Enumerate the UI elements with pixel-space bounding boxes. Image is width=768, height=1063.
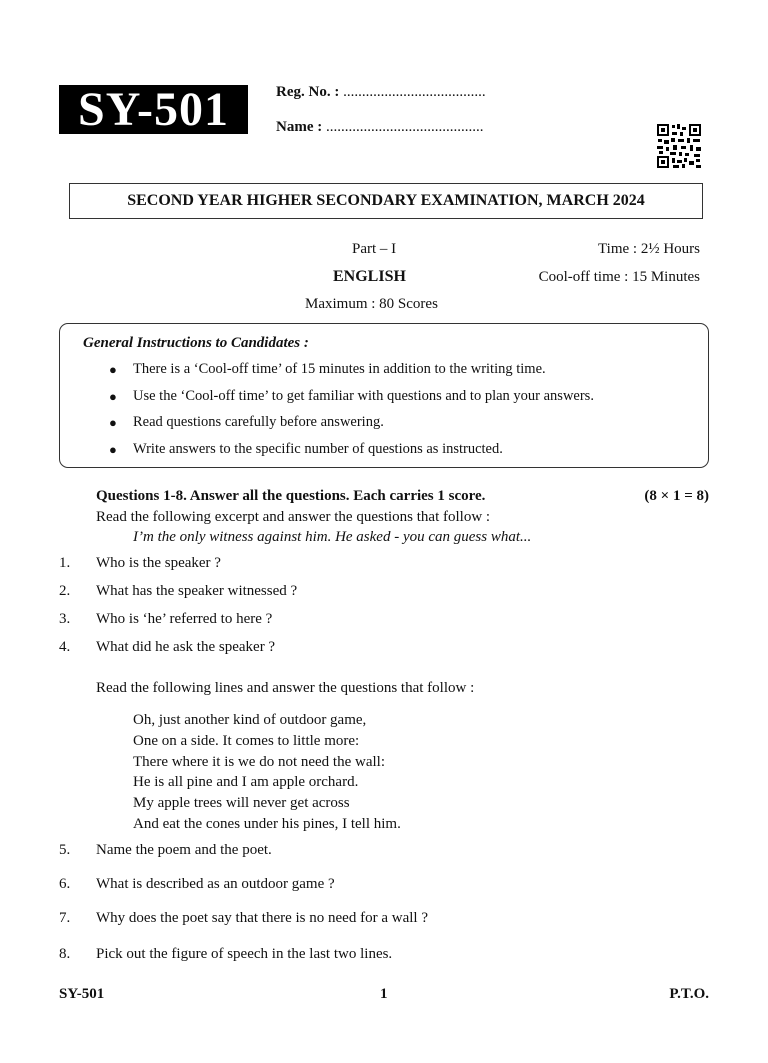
exam-title: SECOND YEAR HIGHER SECONDARY EXAMINATION, MARCH 2024 — [69, 183, 703, 219]
poem-line: He is all pine and I am apple orchard. — [133, 774, 359, 790]
instructions-title: General Instructions to Candidates : — [83, 335, 309, 351]
instruction-item: Write answers to the specific number of questions as instructed. — [133, 441, 503, 457]
subject-name: ENGLISH — [333, 268, 406, 285]
question-number: 2. — [59, 583, 71, 599]
poem-line: And eat the cones under his pines, I tell him. — [133, 816, 401, 832]
part-label: Part – I — [352, 241, 397, 257]
max-scores: Maximum : 80 Scores — [305, 296, 438, 312]
page-number: 1 — [380, 986, 388, 1002]
poem-line: One on a side. It comes to little more: — [133, 733, 360, 749]
reg-no-field — [276, 84, 486, 101]
reg-no-blank: ...................................... — [343, 84, 486, 100]
bullet-icon: ● — [109, 389, 117, 404]
name-blank: .......................................... — [325, 119, 484, 135]
question-text: What did he ask the speaker ? — [96, 639, 276, 655]
instruction-item: There is a ‘Cool-off time’ of 15 minutes in addition to the writing time. — [133, 361, 546, 377]
section-marks: (8 × 1 = 8) — [644, 488, 709, 504]
question-number: 3. — [59, 611, 71, 627]
bullet-icon: ● — [109, 415, 117, 430]
poem-line: There where it is we do not need the wall: — [133, 754, 385, 770]
name-field — [276, 119, 483, 136]
question-text: What is described as an outdoor game ? — [96, 876, 335, 892]
question-text: Why does the poet say that there is no need for a wall ? — [96, 910, 428, 926]
question-text: What has the speaker witnessed ? — [96, 583, 298, 599]
cool-off-time: Cool-off time : 15 Minutes — [538, 269, 700, 285]
question-number: 1. — [59, 555, 71, 571]
exam-time: Time : 2½ Hours — [598, 241, 700, 257]
footer-code: SY-501 — [59, 986, 105, 1002]
question-text: Who is the speaker ? — [96, 555, 221, 571]
poem-intro: Read the following lines and answer the questions that follow : — [96, 680, 475, 696]
question-number: 4. — [59, 639, 71, 655]
poem-line: My apple trees will never get across — [133, 795, 350, 811]
bullet-icon: ● — [109, 362, 117, 377]
poem-line: Oh, just another kind of outdoor game, — [133, 712, 367, 728]
section-heading: Questions 1-8. Answer all the questions. Each carries 1 score. — [96, 488, 486, 504]
instruction-item: Read questions carefully before answering. — [133, 414, 384, 430]
paper-code-badge: SY-501 — [59, 85, 248, 134]
question-number: 6. — [59, 876, 71, 892]
question-text: Pick out the figure of speech in the last two lines. — [96, 946, 393, 962]
instruction-item: Use the ‘Cool-off time’ to get familiar with questions and to plan your answers. — [133, 388, 594, 404]
excerpt-text: I’m the only witness against him. He asked - you can guess what... — [133, 529, 532, 545]
question-text: Name the poem and the poet. — [96, 842, 272, 858]
qr-code-icon — [656, 123, 702, 169]
name-label: Name : — [276, 119, 323, 135]
pto-label: P.T.O. — [669, 986, 709, 1002]
question-text: Who is ‘he’ referred to here ? — [96, 611, 273, 627]
question-number: 5. — [59, 842, 71, 858]
question-number: 8. — [59, 946, 71, 962]
question-number: 7. — [59, 910, 71, 926]
excerpt-intro: Read the following excerpt and answer the questions that follow : — [96, 509, 491, 525]
bullet-icon: ● — [109, 442, 117, 457]
reg-no-label: Reg. No. : — [276, 84, 340, 100]
